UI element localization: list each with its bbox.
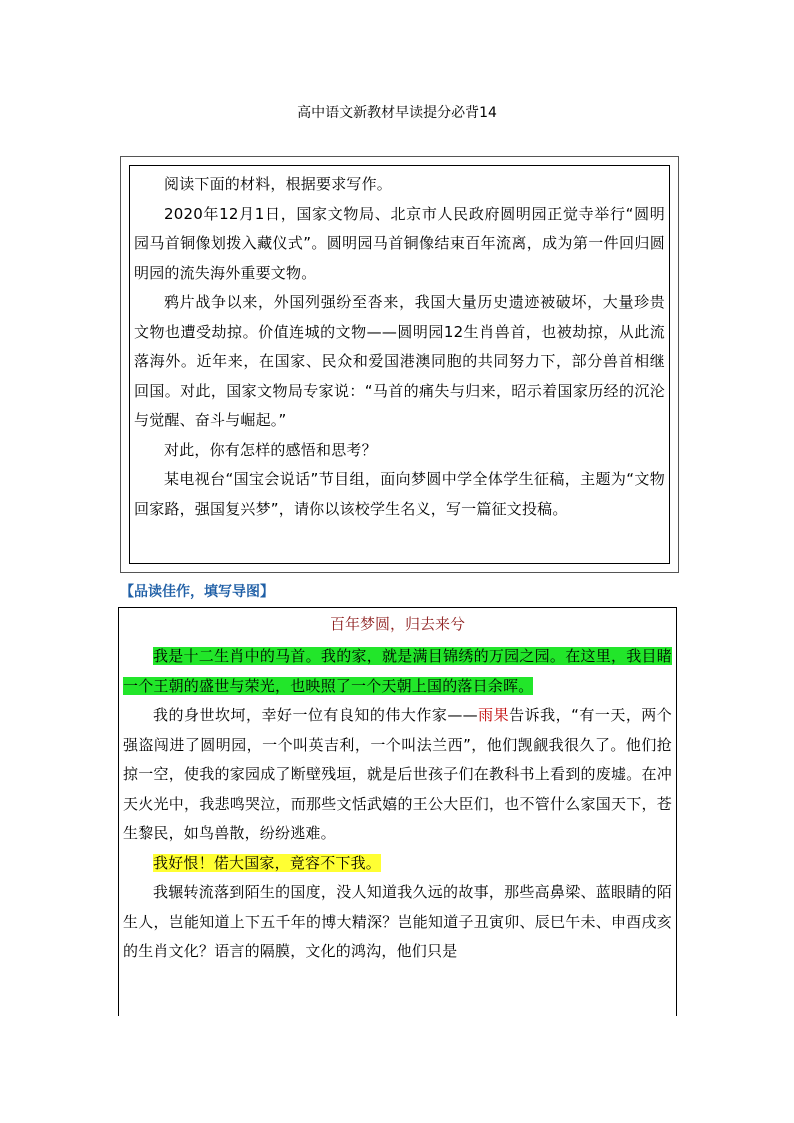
author-name: 雨果 bbox=[477, 706, 510, 724]
essay-box bbox=[118, 607, 677, 1016]
essay-title: 百年梦圆，归去来兮 bbox=[329, 615, 465, 633]
page-title: 高中语文新教材早读提分必背14 bbox=[297, 105, 497, 121]
highlight-green: 我是十二生肖中的马首。我的家，就是满目锦绣的万园之园。在这里，我目睹一个王朝的盛世与荣光，也映照了一个天朝上国的落日余晖。 bbox=[123, 647, 672, 695]
prompt-paragraph-4: 对此，你有怎样的感悟和思考？ bbox=[164, 440, 377, 459]
highlight-yellow: 我好恨！偌大国家，竟容不下我。 bbox=[153, 853, 382, 872]
prompt-paragraph-1: 阅读下面的材料，根据要求写作。 bbox=[164, 175, 393, 193]
section-label: 【品读佳作，填写导图】 bbox=[120, 584, 274, 600]
essay-p2-before: 我的身世坎坷，幸好一位有良知的伟大作家—— bbox=[153, 706, 478, 724]
essay-p2-after: 告诉我，“有一天，两个强盗闯进了圆明园，一个叫英吉利，一个叫法兰西”，他们觊觎我很久了。他们抢掠一空，使我的家园成了断壁残垣，就是后世孩子们在教科书上看到的废墟。在冲天火光中，我悲鸣哭泣，而那些文恬武嬉的王公大臣们，也不管什么家国天下，苍生黎民，如鸟兽散，纷纷逃难。 bbox=[123, 706, 673, 842]
essay-paragraph-3 bbox=[123, 849, 672, 879]
prompt-paragraph-5: 某电视台“国宝会说话”节目组，面向梦圆中学全体学生征稿，主题为“文物回家路，强国复兴梦”，请你以该校学生名义，写一篇征文投稿。 bbox=[134, 470, 665, 518]
prompt-box-outer bbox=[120, 156, 679, 573]
prompt-box bbox=[129, 165, 670, 564]
essay-paragraph-4: 我辗转流落到陌生的国度，没人知道我久远的故事，那些高鼻梁、蓝眼睛的陌生人，岂能知道上下五千年的博大精深？岂能知道子丑寅卯、辰巳午未、申酉戌亥的生肖文化？语言的隔膜，文化的鸿沟，他们只是 bbox=[123, 883, 672, 960]
essay-paragraph-1 bbox=[123, 642, 672, 701]
prompt-paragraph-2: 2020年12月1日，国家文物局、北京市人民政府圆明园正觉寺举行“圆明园马首铜像划拨入藏仪式”。圆明园马首铜像结束百年流离，成为第一件回归圆明园的流失海外重要文物。 bbox=[134, 204, 665, 282]
essay-paragraph-2 bbox=[123, 701, 672, 849]
prompt-paragraph-3: 鸦片战争以来，外国列强纷至沓来，我国大量历史遗迹被破坏，大量珍贵文物也遭受劫掠。价值连城的文物——圆明园12生肖兽首，也被劫掠，从此流落海外。近年来，在国家、民众和爱国港澳同胞的共同努力下，部分兽首相继回国。对此，国家文物局专家说：“马首的痛失与归来，昭示着国家历经的沉沦与觉醒、奋斗与崛起。” bbox=[134, 293, 665, 429]
